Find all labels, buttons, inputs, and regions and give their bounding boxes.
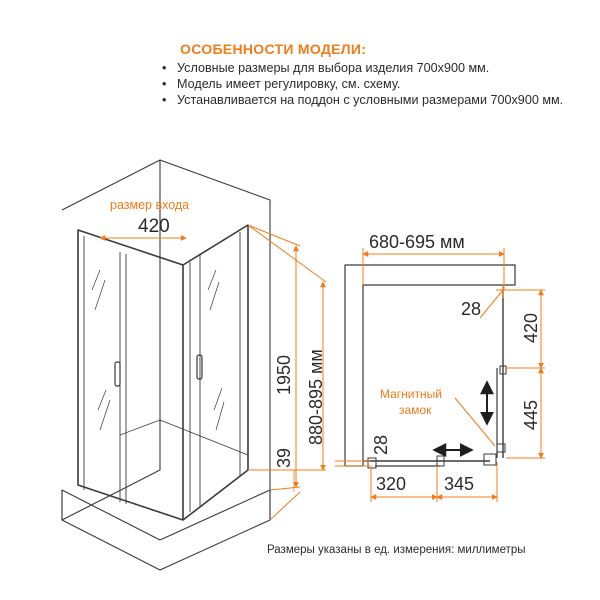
units-footnote: Размеры указаны в ед. измерения: миллиметры — [267, 544, 526, 556]
height-bottom: 39 — [274, 447, 294, 468]
plan-width-range: 680-695 мм — [369, 232, 465, 252]
magnet-label-1: Магнитный — [380, 387, 442, 401]
feature-item-3: • Устанавливается на поддон с условными размерами 700x900 мм. — [160, 92, 580, 108]
front-left-frame — [78, 230, 183, 520]
magnet-label-2: замок — [399, 403, 432, 417]
plan-left-gap: 28 — [371, 434, 391, 455]
features-title: ОСОБЕННОСТИ МОДЕЛИ: — [180, 41, 367, 57]
shower-tray — [62, 490, 270, 570]
door-handle-left — [115, 362, 120, 386]
height-total: 1950 — [274, 354, 294, 395]
plan-bottom-left: 320 — [376, 474, 407, 494]
entrance-width: 420 — [138, 216, 170, 237]
entrance-label: размер входа — [110, 198, 190, 212]
front-right-frame — [183, 225, 248, 520]
plan-bottom-right: 345 — [444, 474, 475, 494]
feature-item-2: • Модель имеет регулировку, см. схему. — [160, 76, 580, 92]
back-wall-right — [160, 160, 270, 520]
plan-dimensions — [335, 248, 545, 502]
height-adjust: 880-895 мм — [306, 349, 326, 445]
door-handle-right — [197, 355, 202, 379]
plan-right-bottom: 445 — [521, 399, 541, 430]
feature-item-1: • Условные размеры для выбора изделия 700x900 мм. — [160, 60, 580, 76]
plan-top-gap: 28 — [461, 299, 482, 319]
plan-right-top: 420 — [521, 312, 541, 343]
back-wall-left — [62, 160, 160, 520]
